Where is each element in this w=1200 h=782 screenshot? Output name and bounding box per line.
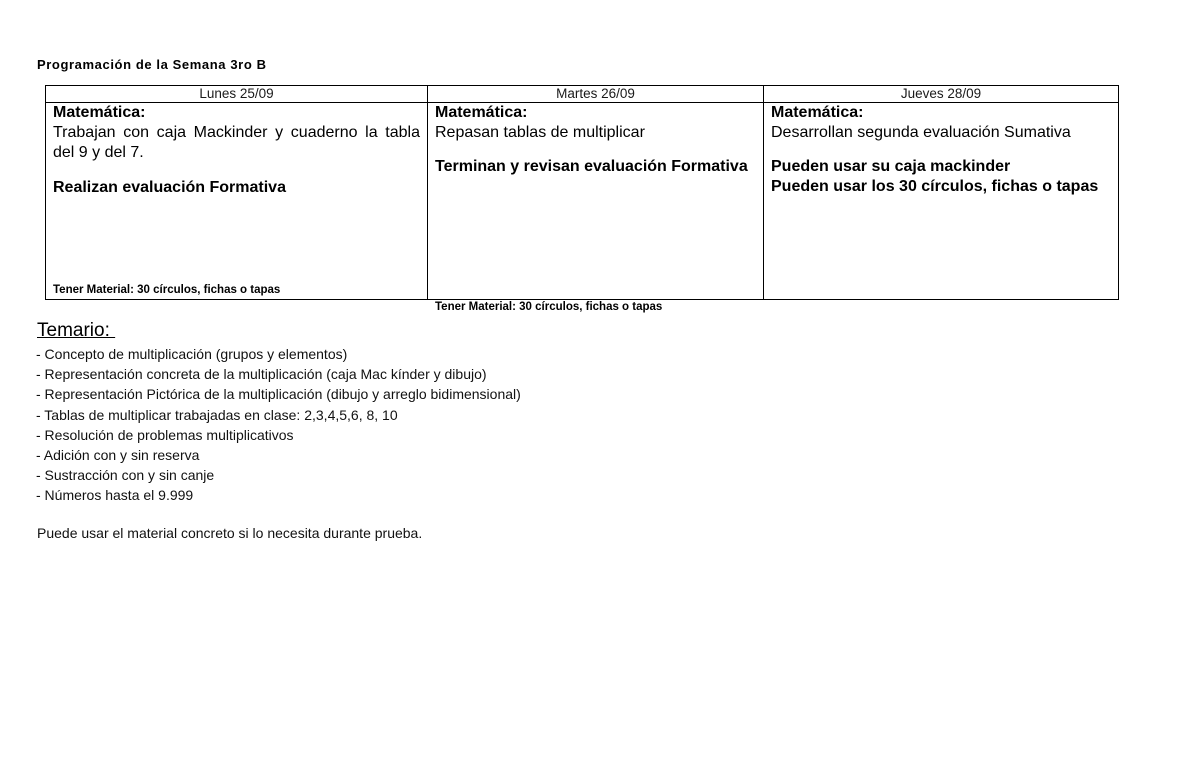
temario-item: - Adición con y sin reserva [36,447,200,464]
weekly-schedule-table [45,85,1119,313]
martes-activity: Repasan tablas de multiplicar [435,124,645,141]
temario-item: - Números hasta el 9.999 [36,487,194,504]
temario-list [36,344,521,506]
cell-lunes [46,103,428,300]
martes-evaluation: Terminan y revisan evaluación Formativa [435,158,748,175]
lunes-evaluation: Realizan evaluación Formativa [53,179,286,196]
header-lunes: Lunes 25/09 [46,86,428,103]
temario-item: - Resolución de problemas multiplicativos [36,426,294,443]
jueves-subject: Matemática: [771,104,864,121]
header-jueves: Jueves 28/09 [764,86,1119,103]
martes-subject: Matemática: [435,104,528,121]
temario-item: - Representación Pictórica de la multiplicación (dibujo y arreglo bidimensional) [36,386,521,403]
footer-note: Puede usar el material concreto si lo necesita durante prueba. [37,525,423,541]
cell-martes [428,103,764,313]
page-title: Programación de la Semana 3ro B [37,57,267,72]
header-martes: Martes 26/09 [428,86,764,103]
cell-jueves [764,103,1119,300]
jueves-note-circulos: Pueden usar los 30 círculos, fichas o tapas [771,178,1099,195]
lunes-subject: Matemática: [53,104,146,121]
lunes-activity: Trabajan con caja Mackinder y cuaderno la tabla del 9 y del 7. [53,124,420,161]
schedule-content-row [46,103,1119,300]
temario-item: - Sustracción con y sin canje [36,467,215,484]
temario-item: - Representación concreta de la multiplicación (caja Mac kínder y dibujo) [36,366,487,383]
martes-material: Tener Material: 30 círculos, fichas o tapas [435,301,663,313]
jueves-note-caja: Pueden usar su caja mackinder [771,158,1011,175]
temario-item: - Tablas de multiplicar trabajadas en clase: 2,3,4,5,6, 8, 10 [36,406,398,423]
temario-item: - Concepto de multiplicación (grupos y elementos) [36,346,348,362]
jueves-activity: Desarrollan segunda evaluación Sumativa [771,124,1071,141]
lunes-material: Tener Material: 30 círculos, fichas o tapas [53,284,281,296]
schedule-header-row [46,86,1119,103]
temario-title: Temario: [37,320,116,341]
